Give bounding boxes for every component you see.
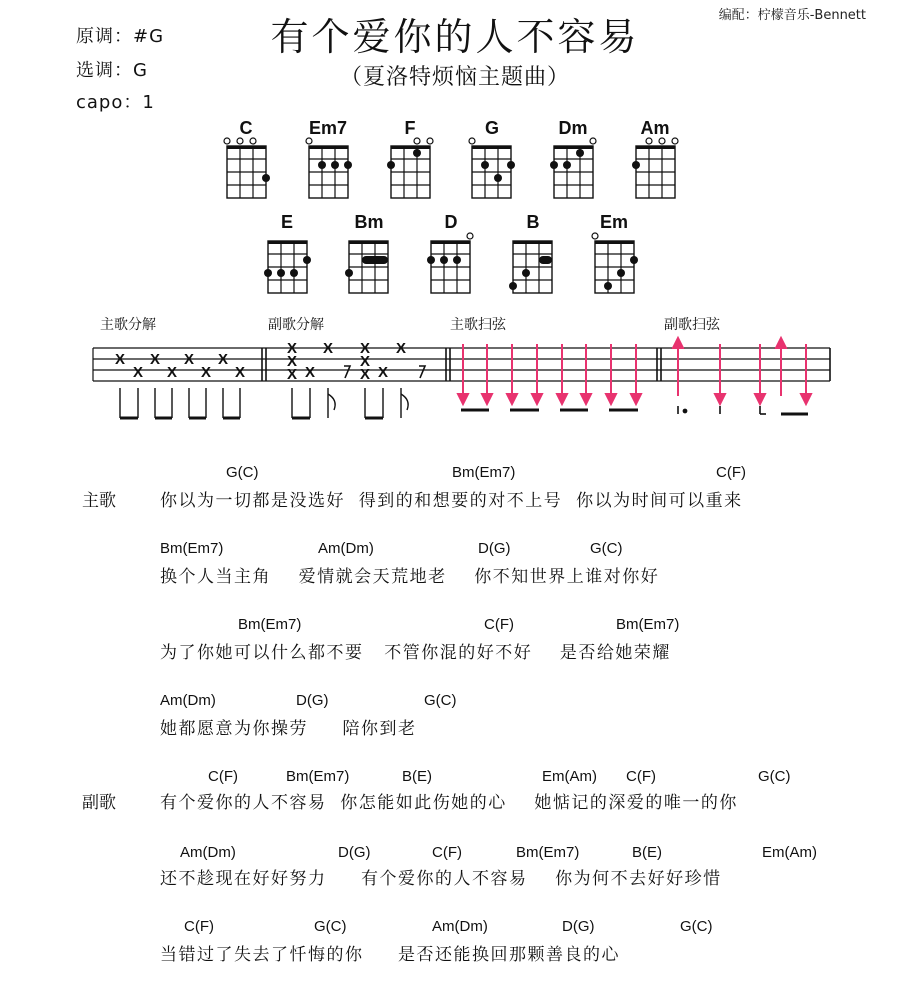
- svg-text:X: X: [359, 353, 371, 370]
- chord-name-dm: Dm: [558, 118, 588, 138]
- svg-text:X: X: [286, 353, 298, 370]
- chord-diagram-f: [387, 138, 433, 198]
- lyric-line: 换个人当主角 爱情就会天荒地老 你不知世界上谁对你好: [160, 567, 660, 587]
- svg-text:X: X: [166, 364, 178, 381]
- chord-name-em7: Em7: [308, 118, 348, 138]
- chorus-strum-label: 副歌扫弦: [664, 317, 720, 333]
- chord-tag: G(C): [758, 768, 791, 785]
- chord-tag: Bm(Em7): [452, 464, 516, 481]
- chord-diagrams: [0, 0, 900, 300]
- chord-diagram-d: [427, 233, 473, 293]
- lyric-line: 你以为一切都是没选好 得到的和想要的对不上号 你以为时间可以重来: [160, 491, 743, 511]
- chord-tag: D(G): [478, 540, 511, 557]
- chord-tag: D(G): [562, 918, 595, 935]
- chord-tag: G(C): [314, 918, 347, 935]
- chord-tag: C(F): [432, 844, 462, 861]
- chord-diagram-em: [592, 233, 638, 293]
- svg-text:X: X: [286, 366, 298, 383]
- verse-pick-notes: [115, 351, 245, 381]
- chord-diagram-b: [509, 241, 552, 293]
- chord-tag: Em(Am): [542, 768, 597, 785]
- song-subtitle: （夏洛特烦恼主题曲）: [339, 65, 570, 90]
- lyric-line: 她都愿意为你操劳 陪你到老: [160, 719, 417, 739]
- lyric-line: 还不趁现在好好努力 有个爱你的人不容易 你为何不去好好珍惜: [160, 869, 722, 889]
- chord-tag: Am(Dm): [180, 844, 236, 861]
- svg-text:X: X: [114, 351, 126, 368]
- svg-text:X: X: [359, 340, 371, 357]
- chorus-pick-label: 副歌分解: [268, 317, 324, 333]
- svg-text:X: X: [217, 351, 229, 368]
- chord-tag: Am(Dm): [318, 540, 374, 557]
- chord-tag: B(E): [632, 844, 662, 861]
- chorus-strum-beams: [678, 406, 808, 414]
- chord-tag: Bm(Em7): [238, 616, 302, 633]
- section-label-verse: 主歌: [82, 491, 116, 511]
- svg-text:X: X: [234, 364, 246, 381]
- chord-tag: Am(Dm): [432, 918, 488, 935]
- chord-tag: C(F): [626, 768, 656, 785]
- chord-tag: D(G): [296, 692, 329, 709]
- chord-tag: Am(Dm): [160, 692, 216, 709]
- chord-tag: Em(Am): [762, 844, 817, 861]
- rhythm-patterns-svg: [0, 330, 900, 430]
- capo-value: 1: [142, 92, 155, 113]
- svg-text:X: X: [377, 364, 389, 381]
- chord-diagram-c: [224, 138, 270, 198]
- chord-tag: G(C): [680, 918, 713, 935]
- chord-tag: C(F): [208, 768, 238, 785]
- chord-name-f: F: [404, 118, 416, 138]
- chord-tag: C(F): [184, 918, 214, 935]
- capo-label: capo：: [76, 92, 143, 113]
- chord-tag: Bm(Em7): [286, 768, 350, 785]
- original-key-label: 原调：: [76, 26, 133, 47]
- svg-text:X: X: [132, 364, 144, 381]
- svg-text:X: X: [304, 364, 316, 381]
- chord-tag: G(C): [424, 692, 457, 709]
- chord-name-em: Em: [599, 212, 628, 232]
- svg-text:X: X: [322, 340, 334, 357]
- chorus-pick-notes: [287, 340, 406, 383]
- chord-name-c: C: [239, 118, 253, 138]
- chord-diagram-am: [632, 138, 678, 198]
- chord-name-b: B: [526, 212, 540, 232]
- svg-text:X: X: [395, 340, 407, 357]
- selected-key-label: 选调：: [76, 60, 133, 81]
- chord-tag: C(F): [484, 616, 514, 633]
- verse-pick-stems: [120, 388, 240, 418]
- svg-text:X: X: [183, 351, 195, 368]
- chord-diagram-bm: [345, 241, 388, 293]
- chord-diagram-e: [264, 241, 311, 293]
- chord-diagram-g: [469, 138, 515, 198]
- chord-diagram-dm: [550, 138, 596, 198]
- chord-name-e: E: [280, 212, 293, 232]
- chord-tag: G(C): [590, 540, 623, 557]
- chord-grid-svg: [0, 0, 900, 300]
- arranger-credit: 编配：柠檬音乐-Bennett: [718, 8, 866, 23]
- verse-strum-label: 主歌扫弦: [450, 317, 506, 333]
- selected-key-value: G: [133, 60, 148, 81]
- chord-name-g: G: [484, 118, 499, 138]
- lyric-line: 当错过了失去了忏悔的你 是否还能换回那颗善良的心: [160, 945, 621, 965]
- chord-name-bm: Bm: [354, 212, 384, 232]
- chord-tag: C(F): [716, 464, 746, 481]
- svg-text:X: X: [359, 366, 371, 383]
- lyric-line: 为了你她可以什么都不要 不管你混的好不好 是否给她荣耀: [160, 643, 671, 663]
- lyric-line: 有个爱你的人不容易 你怎能如此伤她的心 她惦记的深爱的唯一的你: [160, 793, 738, 813]
- chord-tag: Bm(Em7): [616, 616, 680, 633]
- chord-name-d: D: [444, 212, 458, 232]
- chord-tag: G(C): [226, 464, 259, 481]
- svg-text:X: X: [149, 351, 161, 368]
- chord-name-am: Am: [640, 118, 670, 138]
- svg-text:X: X: [200, 364, 212, 381]
- chord-tag: Bm(Em7): [516, 844, 580, 861]
- chord-tag: Bm(Em7): [160, 540, 224, 557]
- svg-text:X: X: [286, 340, 298, 357]
- chord-diagram-em7: [306, 138, 352, 198]
- original-key-value: #G: [133, 26, 165, 47]
- song-title: 有个爱你的人不容易: [270, 15, 640, 59]
- verse-pick-label: 主歌分解: [100, 317, 156, 333]
- section-label-chorus: 副歌: [82, 793, 116, 813]
- chord-tag: B(E): [402, 768, 432, 785]
- chord-tag: D(G): [338, 844, 371, 861]
- verse-strum-arrows: [458, 344, 641, 404]
